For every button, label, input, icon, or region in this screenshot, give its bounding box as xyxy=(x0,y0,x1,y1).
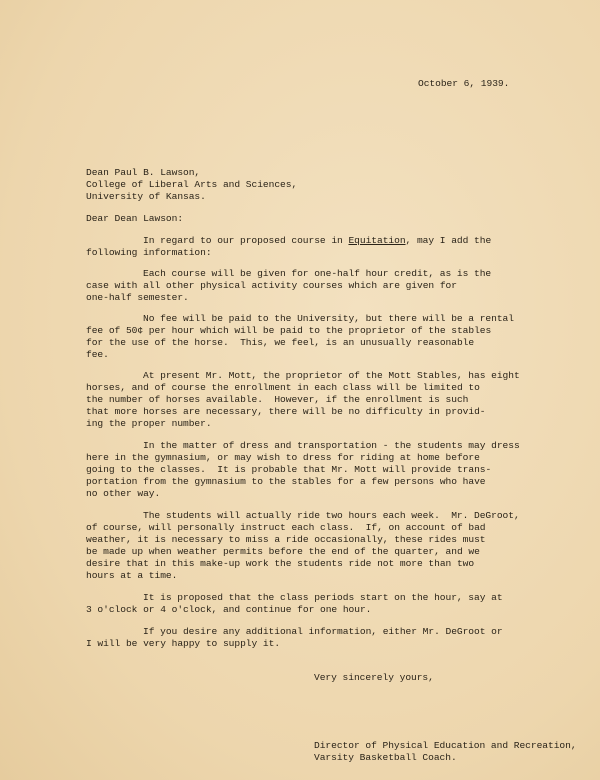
paragraph-5-line-4: portation from the gymnasium to the stables for a few persons who have xyxy=(86,476,486,487)
paragraph-1-line-1 xyxy=(143,235,491,247)
paragraph-4-line-1: At present Mr. Mott, the proprietor of the Mott Stables, has eight xyxy=(143,370,520,381)
paragraph-4-line-5: ing the proper number. xyxy=(86,418,212,429)
paragraph-6-line-5: desire that in this make-up work the students ride not more than two xyxy=(86,558,475,569)
paragraph-3-line-3: for the use of the horse. This, we feel, is an unusually reasonable xyxy=(86,337,475,348)
paragraph-6-line-1: The students will actually ride two hours each week. Mr. DeGroot, xyxy=(143,510,520,521)
paragraph-4-line-4: that more horses are necessary, there will be no difficulty in provid- xyxy=(86,406,486,417)
paragraph-1-line-2: following information: xyxy=(86,247,212,258)
paragraph-3-line-4: fee. xyxy=(86,349,109,360)
paragraph-2-line-2: case with all other physical activity courses which are given for xyxy=(86,280,457,291)
paragraph-6-line-4: be made up when weather permits before the end of the quarter, and we xyxy=(86,546,480,557)
signature-title-line-1: Director of Physical Education and Recreation, xyxy=(314,740,577,751)
paragraph-5-line-1: In the matter of dress and transportation - the students may dress xyxy=(143,440,520,451)
p1-text-after: , may I add the xyxy=(405,235,492,246)
paragraph-3-line-2: fee of 50¢ per hour which will be paid to the proprietor of the stables xyxy=(86,325,492,336)
paragraph-3-line-1: No fee will be paid to the University, but there will be a rental xyxy=(143,313,514,324)
paragraph-8-line-1: If you desire any additional information, either Mr. DeGroot or xyxy=(143,626,503,637)
paragraph-8-line-2: I will be very happy to supply it. xyxy=(86,638,281,649)
paragraph-5-line-2: here in the gymnasium, or may wish to dress for riding at home before xyxy=(86,452,480,463)
paragraph-2-line-1: Each course will be given for one-half hour credit, as is the xyxy=(143,268,492,279)
paragraph-4-line-2: horses, and of course the enrollment in each class will be limited to xyxy=(86,382,480,393)
letter-date: October 6, 1939. xyxy=(418,78,510,89)
paragraph-6-line-3: weather, it is necessary to miss a ride occasionally, these rides must xyxy=(86,534,486,545)
paragraph-5-line-3: going to the classes. It is probable that Mr. Mott will provide trans- xyxy=(86,464,492,475)
p1-underlined-word: Equitation xyxy=(348,235,406,246)
paragraph-2-line-3: one-half semester. xyxy=(86,292,189,303)
paragraph-4-line-3: the number of horses available. However, if the enrollment is such xyxy=(86,394,469,405)
salutation: Dear Dean Lawson: xyxy=(86,213,184,224)
paragraph-6-line-6: hours at a time. xyxy=(86,570,178,581)
recipient-line-1: Dean Paul B. Lawson, xyxy=(86,167,201,178)
paragraph-7-line-2: 3 o'clock or 4 o'clock, and continue for one hour. xyxy=(86,604,372,615)
signature-title-line-2: Varsity Basketball Coach. xyxy=(314,752,457,763)
recipient-line-2: College of Liberal Arts and Sciences, xyxy=(86,179,298,190)
paragraph-5-line-5: no other way. xyxy=(86,488,161,499)
closing: Very sincerely yours, xyxy=(314,672,434,683)
p1-text-before: In regard to our proposed course in xyxy=(143,235,349,246)
paragraph-7-line-1: It is proposed that the class periods start on the hour, say at xyxy=(143,592,503,603)
paragraph-6-line-2: of course, will personally instruct each class. If, on account of bad xyxy=(86,522,486,533)
recipient-line-3: University of Kansas. xyxy=(86,191,206,202)
